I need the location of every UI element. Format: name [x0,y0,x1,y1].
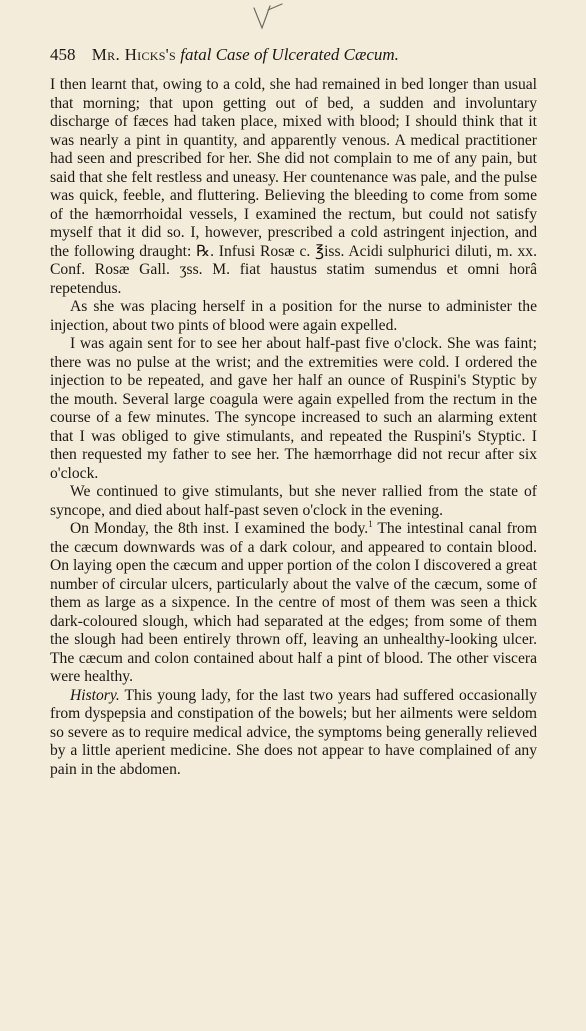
page-number: 458 [50,45,76,64]
paragraph: As she was placing herself in a position for the nurse to administer the injection, about two pints of blood were again expelled. [50,298,537,334]
running-head-title: fatal Case of Ulcerated Cæcum. [180,45,399,64]
pencil-mark [248,0,298,36]
paragraph: I was again sent for to see her about half-past five o'clock. She was faint; there was no pulse at the wrist; and the extremities were cold. I ordered the injection to be repeated, and gave her half an ounce of Ruspini's Styptic by the mouth. Several large coagula were again expelled from the rectum in the course of a few minutes. The syncope increased to such an alarming extent that I was obliged to give stimulants, and repeated the Ruspini's Styptic. I then requested my father to see her. The hæmorrhage did not recur after six o'clock. [50,335,537,482]
section-label: History. [70,686,120,704]
running-head-author: Mr. Hicks's [91,45,177,64]
paragraph: On Monday, the 8th inst. I examined the body.$^1$ The intestinal canal from the cæcum downwards was of a dark colour, and appeared to contain blood. On laying open the cæcum and upper portion of the colon I discovered a great number of circular ulcers, particularly about the valve of the cæcum, some of them as large as a sixpence. In the centre of most of them was seen a thick dark-coloured slough, which had separated at the edges; from some of them the slough had been entirely thrown off, leaving an unhealthy-looking ulcer. The cæcum and colon contained about half a pint of blood. The other viscera were healthy. [50,518,537,685]
footnote-marker: 1 [368,518,373,529]
paragraph: I then learnt that, owing to a cold, she had remained in bed longer than usual that morning; that upon getting out of bed, a sudden and involuntary discharge of fæces had taken place, mixed with blood; I should think that it was nearly a pint in quantity, and apparently venous. A medical practitioner had seen and prescribed for her. She did not complain to me of any pain, but said that she felt restless and uneasy. Her countenance was pale, and the pulse was quick, feeble, and fluttering. Believing the bleeding to come from some of the hæmorrhoidal vessels, I examined the rectum, but could not satisfy myself that it did so. I, however, prescribed a cold astringent injection, and the following draught: ℞. Infusi Rosæ c. ℥iss. Acidi sulphurici diluti, m. xx. Conf. Rosæ Gall. ʒss. M. fiat haustus statim sumendus et omni horâ repetendus. [50,76,537,297]
body-text [50,76,537,779]
paragraph: History. This young lady, for the last two years had suffered occasionally from dyspepsia and constipation of the bowels; but her ailments were seldom so severe as to require medical advice, the symptoms being generally relieved by a little aperient medicine. She does not appear to have complained of any pain in the abdomen. [50,686,537,778]
paragraph: We continued to give stimulants, but she never rallied from the state of syncope, and died about half-past seven o'clock in the evening. [50,483,537,519]
running-header [50,44,550,66]
